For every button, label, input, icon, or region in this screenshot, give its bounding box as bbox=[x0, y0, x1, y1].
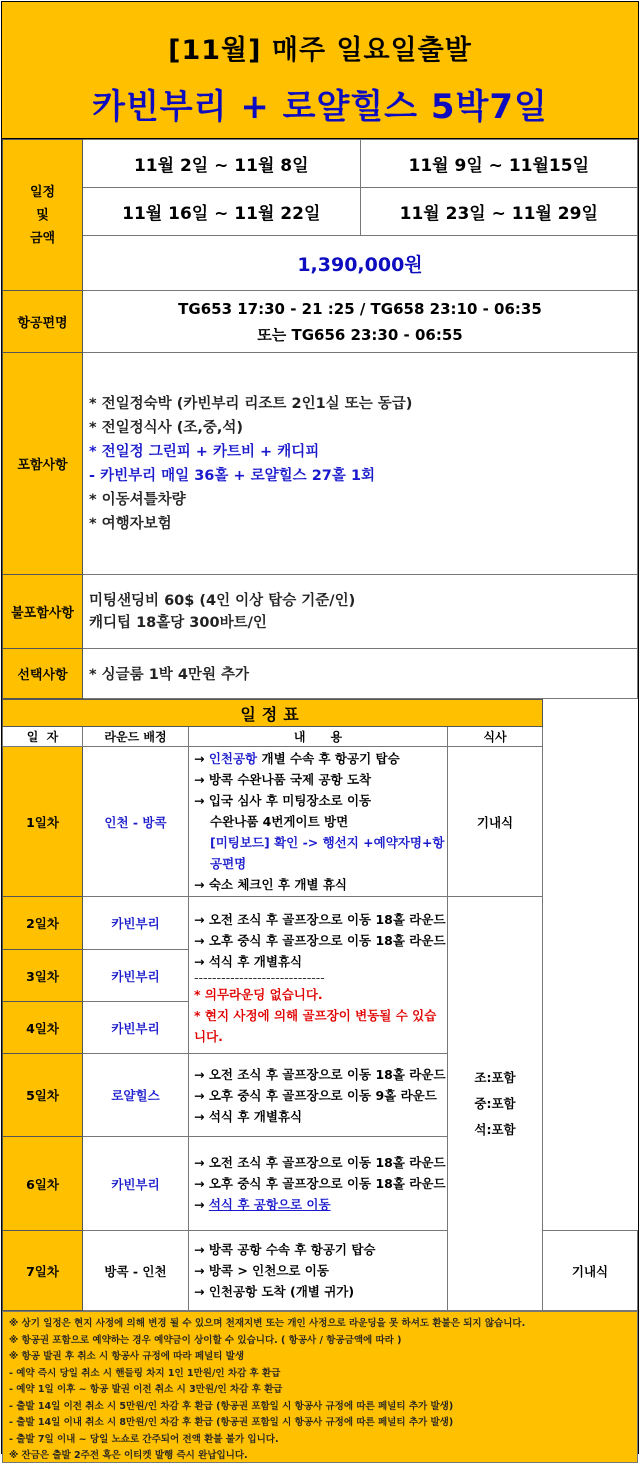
round-assignment: 카빈부리 bbox=[83, 1137, 189, 1231]
day-label: 5일차 bbox=[3, 1054, 83, 1137]
tour-flyer bbox=[1, 1, 639, 1461]
day-description: → 오전 조식 후 골프장으로 이동 18홀 라운드 → 오후 중식 후 골프장으로 이동 18홀 라운드 → 석식 후 개별휴식 ----------------------------- * 의무라운딩 없습니다. * 현지 사정에 의해 골프장이 변동될 수 있습니다. bbox=[189, 897, 448, 1054]
day-description: → 오전 조식 후 골프장으로 이동 18홀 라운드 → 오후 중식 후 골프장으로 이동 9홀 라운드 → 석식 후 개별휴식 bbox=[189, 1054, 448, 1137]
header bbox=[2, 2, 638, 139]
exclude-label: 불포함사항 bbox=[3, 575, 83, 649]
option-label: 선택사항 bbox=[3, 649, 83, 699]
info-table bbox=[2, 139, 638, 699]
meal-info: 조:포함 중:포함 석:포함 bbox=[448, 897, 543, 1311]
day-label: 2일차 bbox=[3, 897, 83, 950]
exclude-item: 캐디팁 18홀당 300바트/인 bbox=[89, 614, 267, 631]
itinerary-title: 일정표 bbox=[3, 700, 543, 727]
note-line: ※ 항공 발권 후 취소 시 항공사 규정에 따라 페널티 발생 bbox=[9, 1351, 245, 1362]
round-assignment: 카빈부리 bbox=[83, 897, 189, 950]
flight-label: 항공편명 bbox=[3, 291, 83, 353]
date-range: 11월 9일 ~ 11월15일 bbox=[360, 140, 638, 188]
day-label: 1일차 bbox=[3, 747, 83, 897]
note-line: ※ 항공권 포함으로 예약하는 경우 예약금이 상이할 수 있습니다. ( 항공사 / 항공금액에 따라 ) bbox=[9, 1334, 402, 1346]
day-label: 7일차 bbox=[3, 1231, 83, 1311]
include-item: * 전일정숙박 (카빈부리 리조트 2인1실 또는 동급) bbox=[89, 395, 413, 412]
day-label: 6일차 bbox=[3, 1137, 83, 1231]
date-range: 11월 16일 ~ 11월 22일 bbox=[83, 188, 361, 236]
note-line: ※ 상기 일정은 현지 사정에 의해 변경 될 수 있으며 천재지변 또는 개인 사정으로 라운딩을 못 하셔도 환불은 되지 않습니다. bbox=[9, 1318, 526, 1329]
itinerary-table bbox=[2, 699, 638, 1311]
column-header-route: 라운드 배정 bbox=[83, 727, 189, 747]
column-header-day: 일 자 bbox=[3, 727, 83, 747]
column-header-meal: 식사 bbox=[448, 727, 543, 747]
round-assignment: 인천 - 방콕 bbox=[83, 747, 189, 897]
include-item: * 전일정식사 (조,중,석) bbox=[89, 419, 244, 436]
notes-section bbox=[2, 1311, 638, 1463]
round-assignment: 카빈부리 bbox=[83, 950, 189, 1002]
meal-info: 기내식 bbox=[543, 1231, 638, 1311]
price: 1,390,000원 bbox=[83, 236, 638, 291]
include-item: - 카빈부리 매일 36홀 + 로얄힐스 27홀 1회 bbox=[89, 467, 376, 484]
header-subtitle: 카빈부리 + 로얄힐스 5박7일 bbox=[92, 87, 548, 127]
schedule-price-label: 일정 및 금액 bbox=[3, 140, 83, 291]
option-text: * 싱글룸 1박 4만원 추가 bbox=[83, 649, 638, 699]
day-description: → 오전 조식 후 골프장으로 이동 18홀 라운드 → 오후 중식 후 골프장으로 이동 18홀 라운드 → 석식 후 공항으로 이동 bbox=[189, 1137, 448, 1231]
flight-info bbox=[83, 291, 638, 353]
include-item: * 여행자보험 bbox=[89, 515, 172, 532]
round-assignment: 방콕 - 인천 bbox=[83, 1231, 189, 1311]
day-description: → 인천공항 개별 수속 후 항공기 탑승 → 방콕 수완나품 국제 공항 도착 → 입국 심사 후 미팅장소로 이동 수완나품 4번게이트 방면 [미팅보드] 확인 -> 행선지 +예약자명+항공편명 → 숙소 체크인 후 개별 휴식 bbox=[189, 747, 448, 897]
note-line: - 예약 1일 이후 ~ 항공 발권 이전 취소 시 3만원/인 차감 후 환급 bbox=[9, 1384, 283, 1395]
day-label: 4일차 bbox=[3, 1002, 83, 1054]
date-range: 11월 23일 ~ 11월 29일 bbox=[360, 188, 638, 236]
flight-line: 또는 TG656 23:30 - 06:55 bbox=[257, 325, 463, 344]
date-range: 11월 2일 ~ 11월 8일 bbox=[83, 140, 361, 188]
note-line: - 출발 14일 이내 취소 시 8만원/인 차감 후 환급 (항공권 포함일 시 항공사 규정에 따른 페널티 추가 발생) bbox=[9, 1417, 454, 1428]
note-line: ※ 잔금은 출발 2주전 혹은 이티켓 발행 즉시 완납입니다. bbox=[9, 1450, 248, 1461]
day-label: 3일차 bbox=[3, 950, 83, 1002]
round-assignment: 카빈부리 bbox=[83, 1002, 189, 1054]
meal-info: 기내식 bbox=[448, 747, 543, 897]
note-line: - 출발 7일 이내 ~ 당일 노쇼로 간주되어 전액 환불 불가 입니다. bbox=[9, 1433, 279, 1445]
include-item: * 전일정 그린피 + 카트비 + 캐디피 bbox=[89, 443, 320, 460]
note-line: - 예약 즉시 당일 취소 시 핸들링 차지 1인 1만원/인 차감 후 환급 bbox=[9, 1367, 281, 1379]
exclude-item: 미팅샌딩비 60$ (4인 이상 탑승 기준/인) bbox=[89, 592, 356, 609]
include-label: 포함사항 bbox=[3, 353, 83, 575]
column-header-content: 내 용 bbox=[189, 727, 448, 747]
include-list bbox=[83, 353, 638, 575]
note-line: - 출발 14일 이전 취소 시 5만원/인 차감 후 환급 (항공권 포함일 시 항공사 규정에 따른 페널티 추가 발생) bbox=[9, 1400, 454, 1412]
day-description: → 방콕 공항 수속 후 항공기 탑승 → 방콕 > 인천으로 이동 → 인천공항 도착 (개별 귀가) bbox=[189, 1231, 448, 1311]
include-item: * 이동셔틀차량 bbox=[89, 491, 186, 508]
header-title: [11월] 매주 일요일출발 bbox=[168, 35, 472, 66]
exclude-list bbox=[83, 575, 638, 649]
round-assignment: 로얄힐스 bbox=[83, 1054, 189, 1137]
flight-line: TG653 17:30 - 21 :25 / TG658 23:10 - 06:35 bbox=[178, 299, 542, 318]
